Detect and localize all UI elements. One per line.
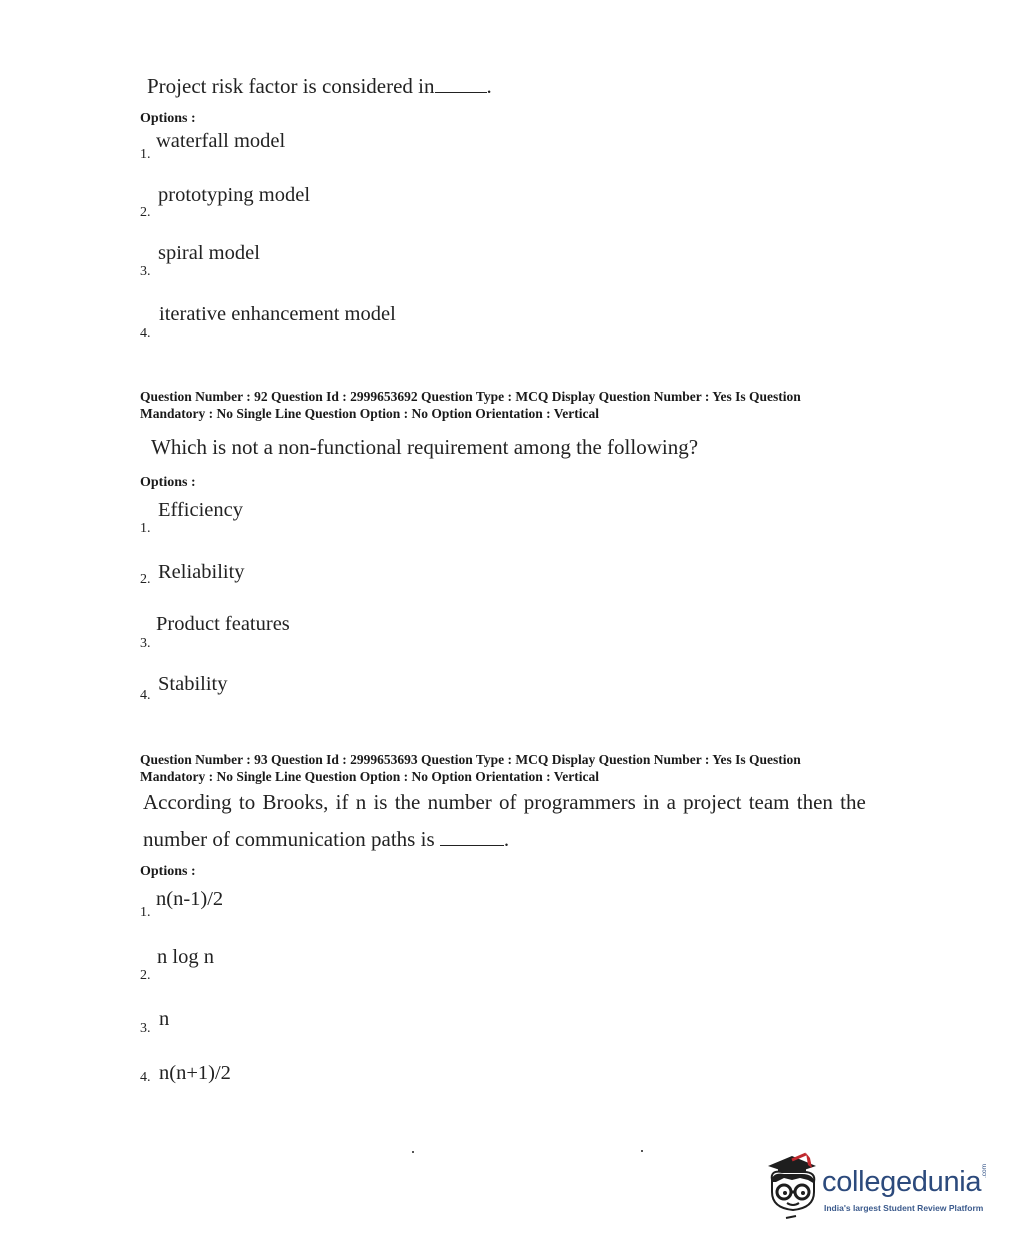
- scan-dot: [641, 1150, 643, 1152]
- q93-meta-line-1: Question Number : 93 Question Id : 2999653693 Question Type : MCQ Display Question Number : Yes Is Question: [140, 752, 801, 767]
- student-mascot-icon: [762, 1152, 824, 1224]
- q92-question-text: Which is not a non-functional requirement among the following?: [151, 435, 699, 459]
- q91-option-4-text: iterative enhancement model: [159, 303, 396, 325]
- q91-end: .: [486, 74, 492, 98]
- q91-text: Project risk factor is considered in: [147, 74, 435, 98]
- q92-option-1-number: 1.: [140, 521, 151, 536]
- q91-option-4-number: 4.: [140, 326, 151, 341]
- q92-option-3-number: 3.: [140, 636, 151, 651]
- q92-option-4-text: Stability: [158, 673, 228, 695]
- q92-option-4-number: 4.: [140, 688, 151, 703]
- q91-option-1-number: 1.: [140, 147, 151, 162]
- q93-option-3-number: 3.: [140, 1021, 151, 1036]
- q93-text: number of communication paths is: [143, 827, 435, 851]
- logo-tagline: India's largest Student Review Platform: [824, 1203, 984, 1213]
- collegedunia-logo: [762, 1152, 992, 1224]
- q92-option-2-number: 2.: [140, 572, 151, 587]
- q93-options-label: Options :: [140, 864, 196, 879]
- q91-option-1-text: waterfall model: [156, 130, 286, 152]
- q93-question-line-1: According to Brooks, if n is the number of programmers in a project team then the: [143, 790, 866, 814]
- logo-wordmark: collegedunia: [822, 1166, 982, 1198]
- q92-metadata: [140, 388, 880, 422]
- q93-answer-blank: [440, 844, 504, 846]
- q92-options-label: Options :: [140, 475, 196, 490]
- q92-meta-line-2: Mandatory : No Single Line Question Option : No Option Orientation : Vertical: [140, 406, 600, 421]
- q93-option-4-number: 4.: [140, 1070, 151, 1085]
- logo-dot-com: .com: [981, 1163, 988, 1178]
- q93-end: .: [503, 827, 510, 851]
- scan-dot: [412, 1151, 414, 1153]
- q93-meta-line-2: Mandatory : No Single Line Question Option : No Option Orientation : Vertical: [140, 769, 600, 784]
- q92-option-2-text: Reliability: [158, 561, 245, 583]
- q91-option-2-number: 2.: [140, 205, 151, 220]
- q92-option-1-text: Efficiency: [158, 499, 243, 521]
- q93-option-1-number: 1.: [140, 905, 151, 920]
- q91-options-label: Options :: [140, 111, 196, 126]
- q93-option-1-text: n(n-1)/2: [156, 888, 224, 910]
- q93-option-4-text: n(n+1)/2: [159, 1062, 231, 1084]
- q93-option-3-text: n: [159, 1008, 170, 1030]
- q91-answer-blank: [435, 91, 487, 93]
- q91-option-3-text: spiral model: [158, 242, 260, 264]
- q91-option-3-number: 3.: [140, 264, 151, 279]
- q92-meta-line-1: Question Number : 92 Question Id : 2999653692 Question Type : MCQ Display Question Number : Yes Is Question: [140, 389, 801, 404]
- q92-option-3-text: Product features: [156, 613, 290, 635]
- q93-question-line-2: [143, 827, 509, 852]
- q93-option-2-number: 2.: [140, 968, 151, 983]
- q93-option-2-text: n log n: [157, 946, 214, 968]
- q91-option-2-text: prototyping model: [158, 184, 311, 206]
- q93-metadata: [140, 751, 880, 785]
- q91-question-text: [147, 74, 492, 99]
